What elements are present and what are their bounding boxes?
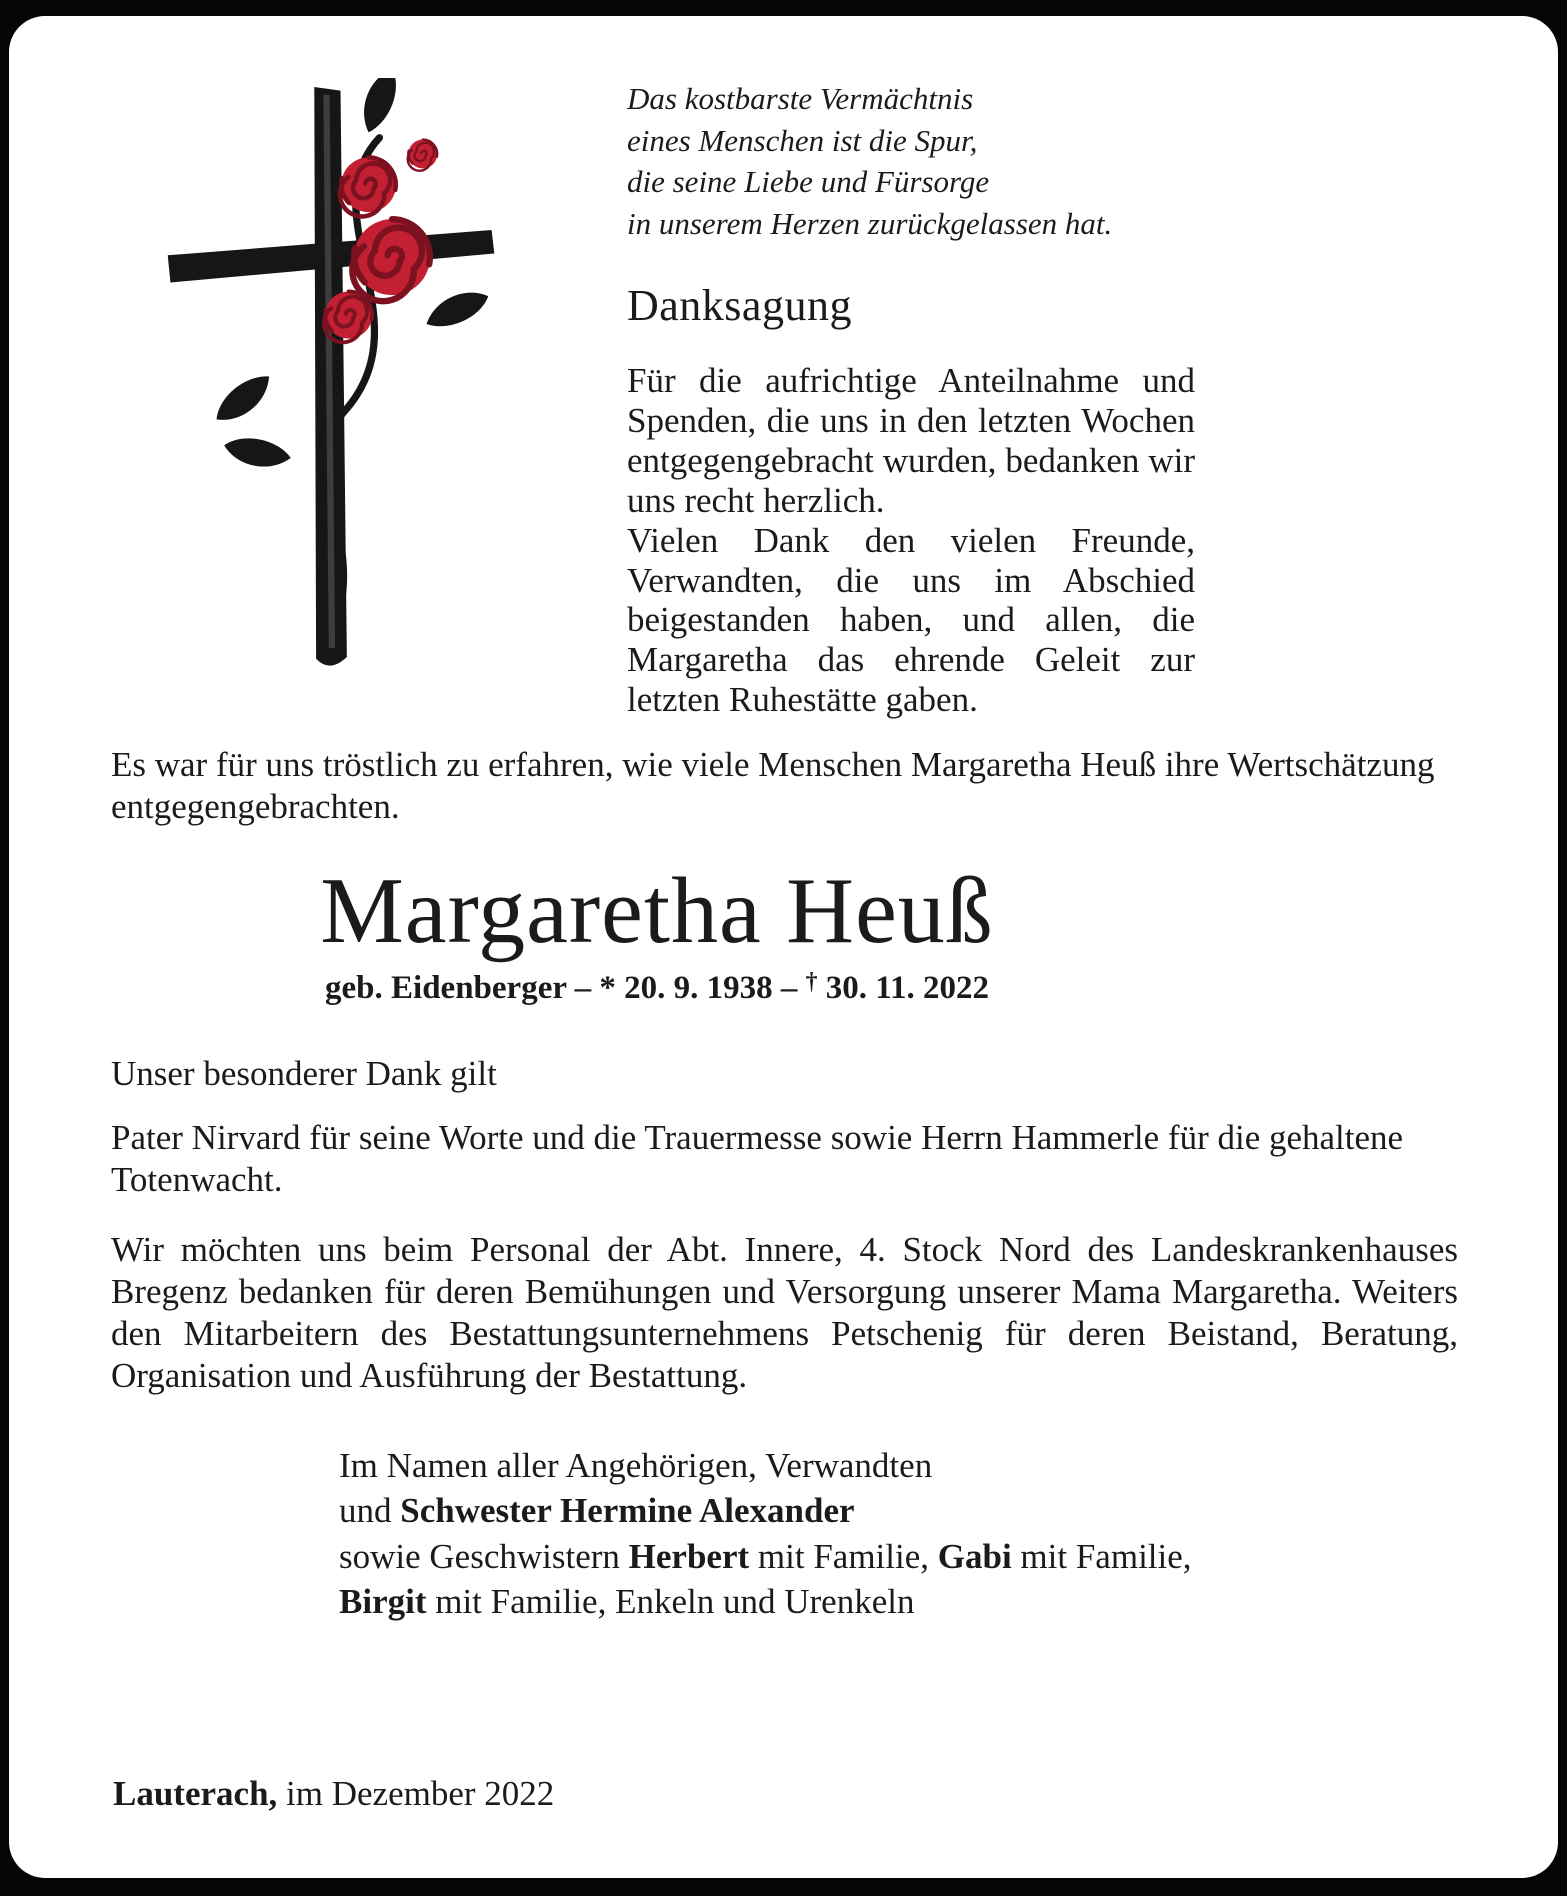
epigraph-line: in unserem Herzen zurückgelassen hat. bbox=[627, 205, 1113, 241]
family-line: Im Namen aller Angehörigen, Verwandten bbox=[339, 1445, 933, 1485]
cross-roses-icon bbox=[155, 78, 517, 666]
family-text: mit Familie, Enkeln und Urenkeln bbox=[426, 1582, 915, 1622]
thanks-paragraph-1: Für die aufrichtige Anteilnahme und Spenden, die uns in den letzten Wochen entgegengebracht wurden, bedanken wir uns recht herzlich. bbox=[627, 361, 1195, 520]
maiden-name: geb. Eidenberger – bbox=[325, 969, 600, 1006]
title-block bbox=[111, 859, 1203, 1007]
special-thanks-paragraph-1: Pater Nirvard für seine Worte und die Trauermesse sowie Herrn Hammerle für die gehaltene Totenwacht. bbox=[111, 1117, 1404, 1199]
family-line bbox=[339, 1579, 1458, 1625]
section-heading: Danksagung bbox=[627, 281, 852, 331]
illustration-column bbox=[111, 78, 627, 720]
death-date: 30. 11. 2022 bbox=[817, 969, 989, 1006]
family-name-bold: Schwester Hermine Alexander bbox=[400, 1491, 855, 1531]
deceased-name: Margaretha Heuß bbox=[320, 859, 994, 964]
closing-place: Lauterach, bbox=[113, 1774, 278, 1813]
family-text: sowie Geschwistern bbox=[339, 1536, 629, 1576]
text-column bbox=[627, 78, 1195, 720]
top-section bbox=[111, 78, 1458, 720]
epigraph bbox=[627, 78, 1195, 244]
birth-symbol: * bbox=[599, 969, 616, 1006]
thanks-paragraph-2: Vielen Dank den vielen Freunde, Verwandten, die uns im Abschied beigestanden haben, und allen, die Margaretha das ehrende Geleit zur letzten Ruhestätte gaben. bbox=[627, 520, 1195, 720]
family-text: mit Familie, bbox=[749, 1536, 938, 1576]
family-name-bold: Gabi bbox=[937, 1536, 1012, 1576]
family-names-block bbox=[339, 1443, 1458, 1625]
birth-date: 20. 9. 1938 – bbox=[615, 969, 806, 1006]
special-thanks-intro: Unser besonderer Dank gilt bbox=[111, 1053, 497, 1093]
family-text: mit Familie, bbox=[1011, 1536, 1192, 1576]
life-dates bbox=[111, 969, 1203, 1007]
family-text: und bbox=[339, 1491, 401, 1531]
special-thanks-paragraph-2: Wir möchten uns beim Personal der Abt. Innere, 4. Stock Nord des Landeskrankenhauses Bregenz bedanken für deren Bemühungen und Versorgung unserer Mama Margaretha. Weiters den Mitarbeitern des Bestattungsunternehmens Petschenig für deren Beistand, Beratung, Organisation und Ausführung der Bestattung. bbox=[111, 1229, 1458, 1395]
closing-line bbox=[113, 1774, 554, 1814]
epigraph-line: Das kostbarste Vermächtnis bbox=[627, 81, 974, 116]
comfort-paragraph: Es war für uns tröstlich zu erfahren, wie viele Menschen Margaretha Heuß ihre Wertschätzung entgegengebrachten. bbox=[111, 745, 1435, 827]
family-name-bold: Birgit bbox=[339, 1582, 427, 1622]
family-line bbox=[339, 1534, 1458, 1580]
epigraph-line: eines Menschen ist die Spur, bbox=[627, 122, 978, 158]
epigraph-line: die seine Liebe und Fürsorge bbox=[627, 164, 990, 200]
closing-date: im Dezember 2022 bbox=[277, 1774, 555, 1813]
family-line bbox=[339, 1488, 1458, 1534]
family-name-bold: Herbert bbox=[628, 1536, 750, 1576]
death-symbol: † bbox=[805, 968, 818, 995]
obituary-card bbox=[9, 16, 1558, 1878]
